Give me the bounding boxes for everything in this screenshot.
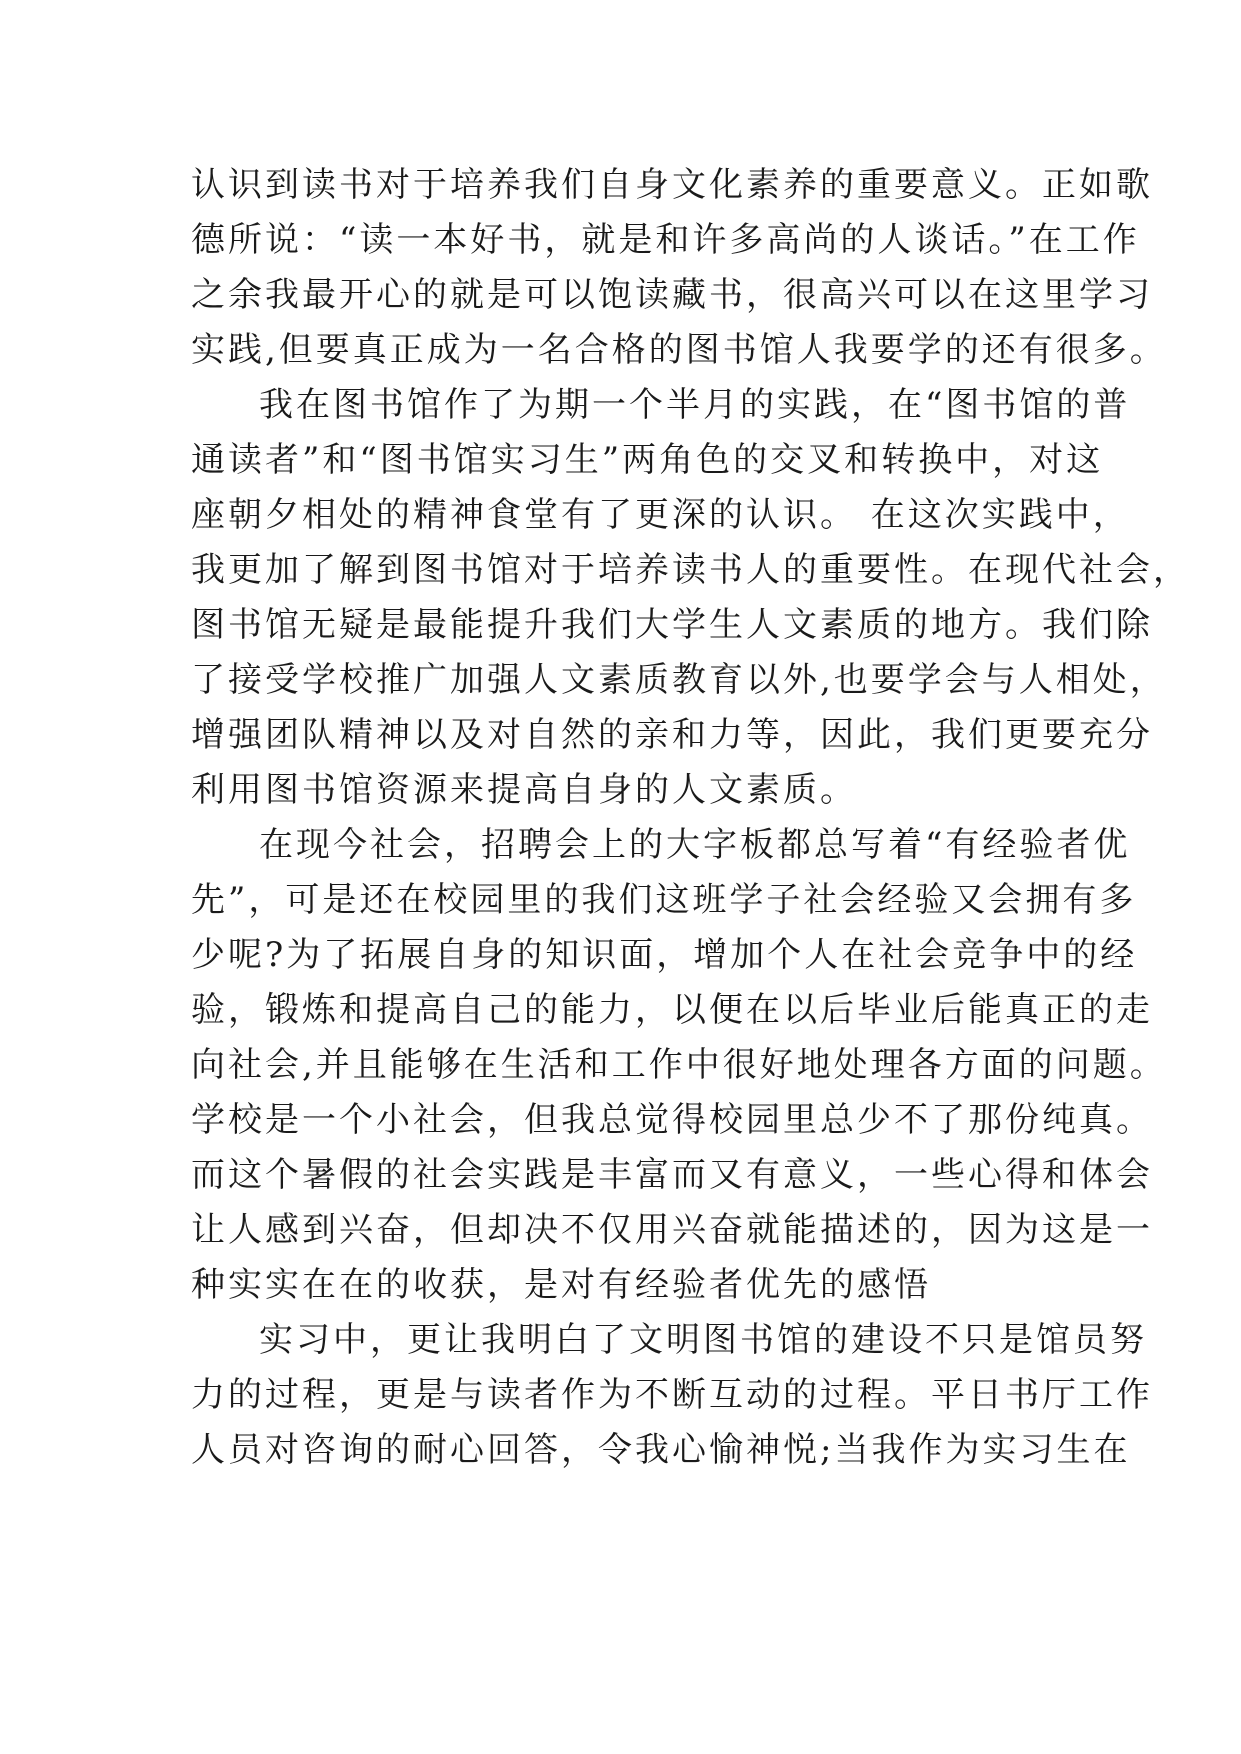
- text-line: 增强团队精神以及对自然的亲和力等，因此，我们更要充分: [191, 715, 1153, 755]
- text-line: 了接受学校推广加强人文素质教育以外,也要学会与人相处，: [191, 660, 1167, 700]
- text-line: 学校是一个小社会，但我总觉得校园里总少不了那份纯真。: [191, 1100, 1153, 1140]
- paragraph-first-line: 在现今社会，招聘会上的大字板都总写着“有经验者优: [259, 825, 1131, 865]
- text-line: 德所说：“读一本好书，就是和许多高尚的人谈话。”在工作: [191, 220, 1140, 260]
- text-line: 让人感到兴奋，但却决不仅用兴奋就能描述的，因为这是一: [191, 1210, 1153, 1250]
- text-line: 图书馆无疑是最能提升我们大学生人文素质的地方。我们除: [191, 605, 1153, 645]
- text-line: 力的过程，更是与读者作为不断互动的过程。平日书厅工作: [191, 1375, 1153, 1415]
- text-line: 通读者”和“图书馆实习生”两角色的交叉和转换中，对这: [191, 440, 1104, 480]
- text-line: 少呢?为了拓展自身的知识面，增加个人在社会竞争中的经: [191, 935, 1138, 975]
- text-line: 人员对咨询的耐心回答，令我心愉神悦;当我作为实习生在: [191, 1430, 1131, 1470]
- paragraph-first-line: 实习中，更让我明白了文明图书馆的建设不只是馆员努: [259, 1320, 1147, 1360]
- text-line: 向社会,并且能够在生活和工作中很好地处理各方面的问题。: [191, 1045, 1167, 1085]
- text-line: 先”，可是还在校园里的我们这班学子社会经验又会拥有多: [191, 880, 1137, 920]
- text-line: 座朝夕相处的精神食堂有了更深的认识。 在这次实践中，: [191, 495, 1130, 535]
- text-line: 实践,但要真正成为一名合格的图书馆人我要学的还有很多。: [191, 330, 1167, 370]
- text-line: 我更加了解到图书馆对于培养读书人的重要性。在现代社会，: [191, 550, 1190, 590]
- paragraph-first-line: 我在图书馆作了为期一个半月的实践，在“图书馆的普: [259, 385, 1131, 425]
- text-line: 认识到读书对于培养我们自身文化素养的重要意义。正如歌: [191, 165, 1153, 205]
- text-line: 验，锻炼和提高自己的能力，以便在以后毕业后能真正的走: [191, 990, 1153, 1030]
- text-line: 之余我最开心的就是可以饱读藏书，很高兴可以在这里学习: [191, 275, 1153, 315]
- text-line: 种实实在在的收获，是对有经验者优先的感悟: [191, 1265, 931, 1305]
- text-line: 利用图书馆资源来提高自身的人文素质。: [191, 770, 857, 810]
- document-body: [191, 158, 1190, 1478]
- text-line: 而这个暑假的社会实践是丰富而又有意义，一些心得和体会: [191, 1155, 1153, 1195]
